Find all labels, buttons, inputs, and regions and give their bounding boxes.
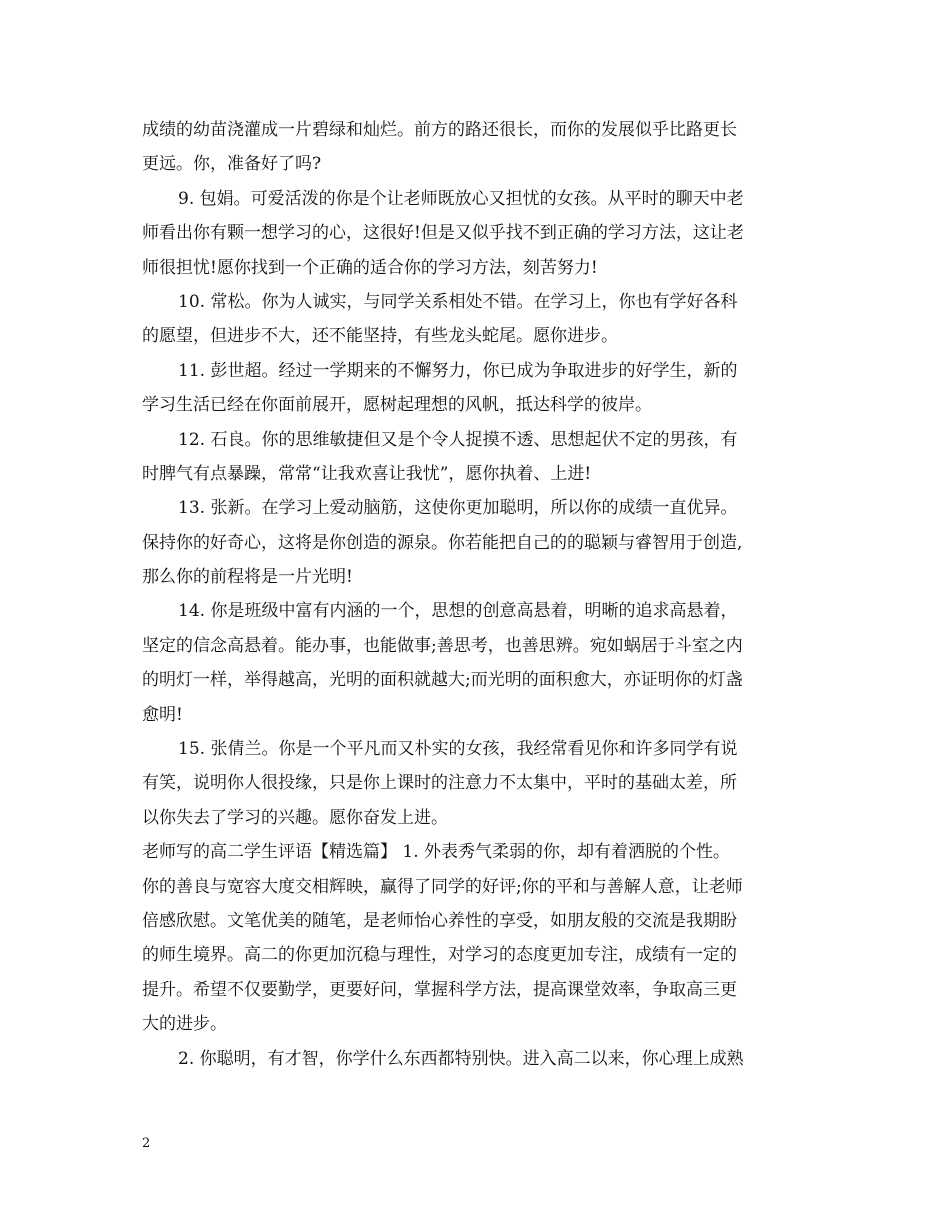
text-line: 11. 彭世超。经过一学期来的不懈努力，你已成为争取进步的好学生，新的 <box>178 360 738 381</box>
text-line: 老师写的高二学生评语【精选篇】 1. 外表秀气柔弱的你，却有着洒脱的个性。 <box>142 842 731 863</box>
text-line: 愈明! <box>142 704 183 725</box>
text-line: 10. 常松。你为人诚实，与同学关系相处不错。在学习上，你也有学好各科 <box>178 291 738 312</box>
text-line: 成绩的幼苗浇灌成一片碧绿和灿烂。前方的路还很长，而你的发展似乎比路更长 <box>142 120 737 140</box>
text-line: 以你失去了学习的兴趣。愿你奋发上进。 <box>142 807 448 828</box>
text-line: 倍感欣慰。文笔优美的随笔，是老师怡心养性的享受，如朋友般的交流是我期盼 <box>142 910 737 931</box>
text-line: 大的进步。 <box>142 1014 227 1035</box>
text-line: 的师生境界。高二的你更加沉稳与理性，对学习的态度更加专注，成绩有一定的 <box>142 945 737 966</box>
text-line: 15. 张倩兰。你是一个平凡而又朴实的女孩，我经常看见你和许多同学有说 <box>178 739 738 760</box>
text-line: 学习生活已经在你面前展开，愿树起理想的风帆，抵达科学的彼岸。 <box>142 395 652 416</box>
page-number: 2 <box>142 1136 151 1151</box>
text-line: 13. 张新。在学习上爱动脑筋，这使你更加聪明，所以你的成绩一直优异。 <box>178 498 738 519</box>
text-line: 2. 你聪明，有才智，你学什么东西都特别快。进入高二以来，你心理上成熟 <box>178 1048 744 1069</box>
text-line: 提升。希望不仅要勤学，更要好问，掌握科学方法，提高课堂效率，争取高三更 <box>142 979 737 1000</box>
text-line: 12. 石良。你的思维敏捷但又是个令人捉摸不透、思想起伏不定的男孩，有 <box>178 429 738 450</box>
text-line: 有笑，说明你人很投缘，只是你上课时的注意力不太集中，平时的基础太差，所 <box>142 773 737 794</box>
text-line: 那么你的前程将是一片光明! <box>142 567 353 588</box>
document-body <box>142 113 832 1076</box>
text-line: 时脾气有点暴躁，常常“让我欢喜让我忧”，愿你执着、上进! <box>142 463 592 484</box>
text-line: 的愿望，但进步不大，还不能坚持，有些龙头蛇尾。愿你进步。 <box>142 326 618 347</box>
text-line: 的明灯一样，举得越高，光明的面积就越大;而光明的面积愈大，亦证明你的灯盏 <box>142 670 743 691</box>
text-line: 师看出你有颗一想学习的心，这很好!但是又似乎找不到正确的学习方法，这让老 <box>142 223 744 244</box>
text-line: 更远。你，准备好了吗? <box>142 154 322 175</box>
text-line: 9. 包娟。可爱活泼的你是个让老师既放心又担忧的女孩。从平时的聊天中老 <box>178 188 744 209</box>
text-line: 保持你的好奇心，这将是你创造的源泉。你若能把自己的的聪颖与睿智用于创造, <box>142 532 743 553</box>
text-line: 14. 你是班级中富有内涵的一个，思想的创意高悬着，明晰的追求高悬着， <box>178 601 738 622</box>
text-line: 师很担忧!愿你找到一个正确的适合你的学习方法，刻苦努力! <box>142 257 598 278</box>
text-line: 坚定的信念高悬着。能办事，也能做事;善思考，也善思辨。宛如蜗居于斗室之内 <box>142 635 743 656</box>
text-line: 你的善良与宽容大度交相辉映，赢得了同学的好评;你的平和与善解人意，让老师 <box>142 876 743 897</box>
